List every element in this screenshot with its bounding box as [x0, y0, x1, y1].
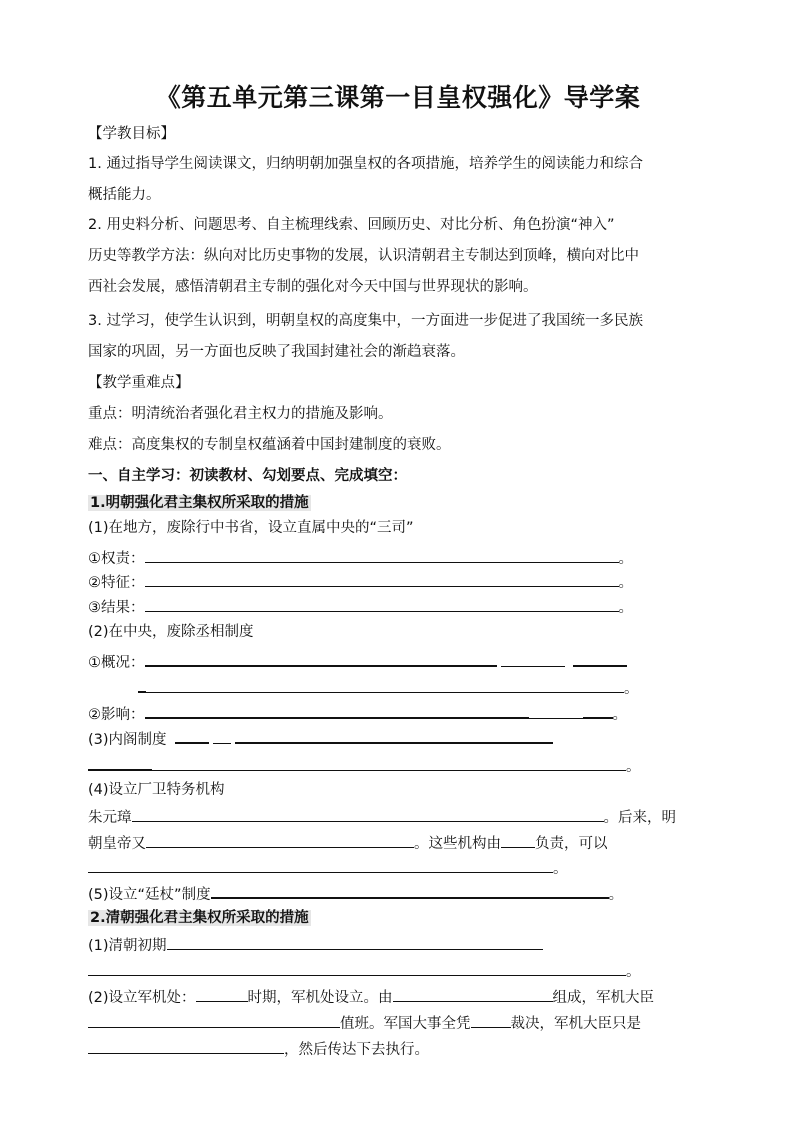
item-4-line-2 — [88, 832, 608, 854]
blank — [393, 986, 553, 1002]
blank — [175, 727, 209, 744]
subsection-1-heading — [88, 493, 311, 513]
item-7-line-3 — [88, 1038, 429, 1060]
item-4-line-1-b: 。后来，明 — [603, 810, 676, 826]
blank — [138, 676, 146, 693]
item-5-line — [88, 882, 623, 905]
item-2-b-label: ②影响： — [88, 707, 145, 723]
item-4-line-1 — [88, 806, 676, 828]
goal-3-line-2: 国家的巩固，另一方面也反映了我国封建社会的渐趋衰落。 — [88, 344, 465, 360]
item-6-continuation — [88, 960, 641, 982]
blank — [501, 832, 535, 848]
item-7-d: 值班。军国大事全凭 — [340, 1016, 471, 1032]
blank — [88, 857, 553, 873]
item-4-line-1-a: 朱元璋 — [88, 810, 132, 826]
period: 。 — [618, 551, 633, 567]
period: 。 — [624, 681, 639, 697]
item-1-b-label: ②特征： — [88, 575, 145, 591]
blank — [196, 986, 248, 1002]
item-1-c-line — [88, 596, 633, 618]
item-7-line-2 — [88, 1012, 641, 1034]
item-2: (2)在中央，废除丞相制度 — [88, 624, 254, 640]
item-4-line-2-b: 。这些机构由 — [414, 836, 501, 852]
item-7-f: ，然后传达下去执行。 — [284, 1042, 429, 1058]
period: 。 — [618, 575, 633, 591]
blank — [235, 727, 553, 744]
blank — [146, 677, 624, 693]
subsection-2-heading — [88, 908, 311, 928]
blank — [132, 806, 604, 822]
blank — [529, 703, 583, 719]
blank — [145, 702, 529, 719]
blank — [573, 650, 627, 667]
period: 。 — [626, 759, 641, 775]
item-3-line — [88, 727, 553, 750]
item-5-label: (5)设立“廷杖”制度 — [88, 887, 211, 903]
period: 。 — [553, 861, 568, 877]
blank — [471, 1012, 511, 1028]
item-1: (1)在地方，废除行中书省，设立直属中央的“三司” — [88, 520, 414, 536]
blank — [145, 596, 619, 612]
blank — [145, 571, 619, 587]
period: 。 — [612, 707, 627, 723]
item-3-continuation — [88, 754, 641, 777]
item-2-a-line — [88, 650, 627, 673]
item-1-b-line — [88, 571, 633, 593]
item-7-line-1 — [88, 986, 654, 1008]
item-3-label: (3)内阁制度 — [88, 732, 167, 748]
item-4-line-2-c: 负责，可以 — [535, 836, 608, 852]
blank — [152, 755, 626, 771]
period: 。 — [626, 964, 641, 980]
blank — [146, 832, 414, 848]
keys-heading: 【教学重难点】 — [88, 375, 190, 391]
goal-2-line-1: 2. 用史料分析、问题思考、自主梳理线索、回顾历史、对比分析、角色扮演“神入” — [88, 217, 615, 233]
goal-1-line-2: 概括能力。 — [88, 187, 161, 203]
item-1-c-label: ③结果： — [88, 600, 145, 616]
goal-3-line-1: 3. 过学习，使学生认识到，明朝皇权的高度集中，一方面进一步促进了我国统一多民族 — [88, 313, 643, 329]
difficult-point: 难点：高度集权的专制皇权蕴涵着中国封建制度的衰败。 — [88, 437, 451, 453]
subsection-2-heading-text: 2.清朝强化君主集权所采取的措施 — [90, 910, 309, 926]
item-1-a-label: ①权责： — [88, 551, 145, 567]
subsection-1-heading-text: 1.明朝强化君主集权所采取的措施 — [90, 495, 309, 511]
goal-2-line-2: 历史等教学方法：纵向对比历史事物的发展，认识清朝君主专制达到顶峰，横向对比中 — [88, 248, 639, 264]
item-6-line — [88, 934, 543, 956]
blank — [167, 934, 543, 950]
goal-2-line-3: 西社会发展，感悟清朝君主专制的强化对今天中国与世界现状的影响。 — [88, 279, 538, 295]
item-6-label: (1)清朝初期 — [88, 938, 167, 954]
page-title: 《第五单元第三课第一目皇权强化》导学案 — [155, 83, 641, 112]
blank — [583, 702, 613, 719]
period: 。 — [608, 887, 624, 903]
item-1-a-line — [88, 547, 633, 569]
item-2-b-line — [88, 702, 627, 725]
key-point: 重点：明清统治者强化君主权力的措施及影响。 — [88, 406, 393, 422]
blank — [145, 547, 619, 563]
blank — [211, 882, 609, 899]
blank — [88, 754, 152, 771]
item-7-b: 时期，军机处设立。由 — [247, 990, 393, 1006]
blank — [88, 1038, 284, 1054]
blank — [213, 728, 231, 744]
section-1-heading: 一、自主学习：初读教材、勾划要点、完成填空： — [88, 468, 407, 484]
item-7-a: (2)设立军机处： — [88, 990, 196, 1006]
period: 。 — [618, 600, 633, 616]
goals-heading: 【学教目标】 — [88, 126, 175, 142]
blank — [88, 1012, 340, 1028]
item-4-line-3 — [88, 857, 568, 879]
blank — [88, 960, 626, 976]
blank — [145, 650, 497, 667]
item-4-line-2-a: 朝皇帝又 — [88, 836, 146, 852]
item-4: (4)设立厂卫特务机构 — [88, 782, 225, 798]
item-7-e: 裁决，军机大臣只是 — [510, 1016, 641, 1032]
item-2-a-continuation — [88, 676, 639, 699]
item-7-c: 组成，军机大臣 — [552, 990, 655, 1006]
blank — [501, 651, 565, 667]
item-2-a-label: ①概况： — [88, 655, 145, 671]
goal-1-line-1: 1. 通过指导学生阅读课文，归纳明朝加强皇权的各项措施，培养学生的阅读能力和综合 — [88, 156, 643, 172]
